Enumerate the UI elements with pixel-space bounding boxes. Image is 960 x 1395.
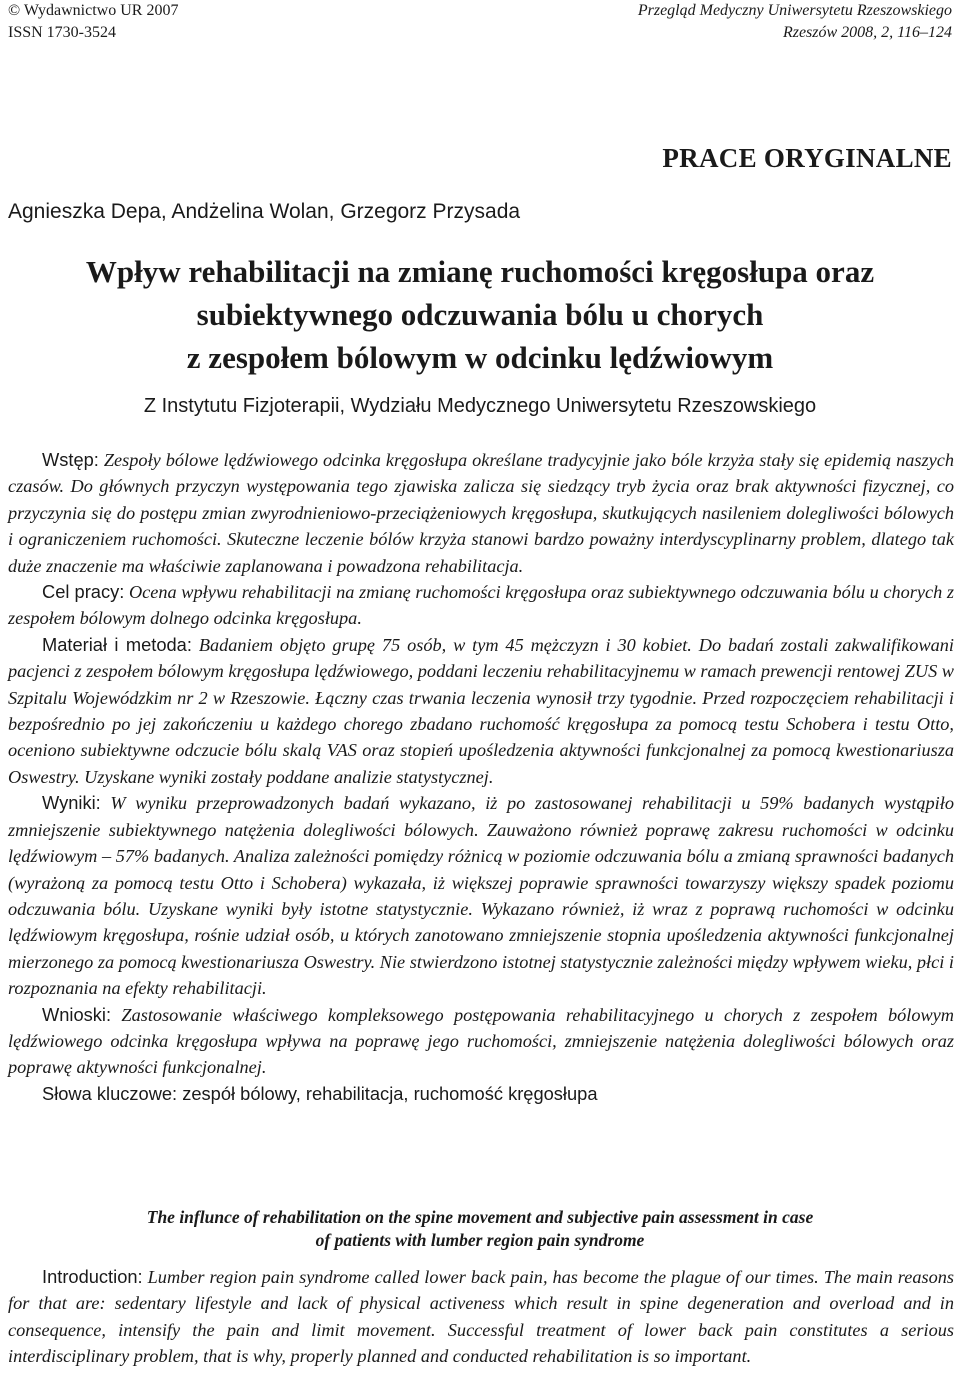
method-label: Materiał i metoda: — [42, 633, 192, 655]
english-title — [0, 1206, 960, 1252]
english-title-line: of patients with lumber region pain syndrome — [315, 1230, 645, 1250]
english-intro-label: Introduction: — [42, 1266, 143, 1287]
journal-name: Przegląd Medyczny Uniwersytetu Rzeszowskiego — [637, 2, 952, 19]
results-label: Wyniki: — [42, 792, 101, 814]
keywords-text: zespół bólowy, rehabilitacja, ruchomość kręgosłupa — [182, 1082, 598, 1104]
section-label: PRACE ORYGINALNE — [662, 143, 952, 173]
title-line: subiektywnego odczuwania bólu u chorych — [196, 297, 764, 332]
abstract-aim — [8, 579, 954, 632]
publisher-line: © Wydawnictwo UR 2007 — [8, 2, 179, 19]
abstract-intro — [8, 447, 954, 579]
publication-info — [8, 0, 178, 44]
results-text: W wyniku przeprowadzonych badań wykazano, iż po zastosowanej rehabilitacji u 59% badanych wystąpiło zmniejszenie subiektywnego natężenia dolegliwości bólowych. Zauważono również poprawę zakresu ruchomości w odcinku lędźwiowym – 57% badanych. Analiza zależności pomiędzy różnicą w poziomie odczuwania bólu a zmianą sprawności badanych (wyrażoną za pomocą testu Otto i Schobera) wykazała, iż większej poprawie sprawności towarzyszy większy spadek poziomu odczuwania bólu. Uzyskane wyniki były istotne statystycznie. Wykazano również, iż wraz z poprawą ruchomości w odcinku lędźwiowym kręgosłupa, rośnie udział osób, u których zanotowano zmniejszenie stopnia upośledzenia aktywności funkcjonalnej mierzonego za pomocą kwestionariusza Oswestry. Nie stwierdzono istotnej statystycznie zależności między wpływem wieku, płci i rozpoznania na efekty rehabilitacji. — [8, 793, 954, 999]
aim-label: Cel pracy: — [42, 581, 125, 603]
abstract-method — [8, 632, 954, 790]
issn-line: ISSN 1730-3524 — [8, 24, 117, 41]
intro-label: Wstęp: — [42, 449, 99, 470]
abstract-results — [8, 790, 954, 1001]
affiliation: Z Instytutu Fizjoterapii, Wydziału Medycznego Uniwersytetu Rzeszowskiego — [143, 395, 817, 417]
conclusions-text: Zastosowanie właściwego kompleksowego postępowania rehabilitacyjnego u chorych z zespołem bólowym lędźwiowego odcinka kręgosłupa wpływa na poprawę jego ruchomości, zmniejszenie natężenia dolegliwości bólowych oraz poprawę aktywności funkcjonalnej. — [8, 1004, 954, 1078]
article-title — [0, 250, 960, 379]
aim-text: Ocena wpływu rehabilitacji na zmianę ruchomości kręgosłupa oraz subiektywnego odczuwania bólu u chorych z zespołem bólowym dolnego odcinka kręgosłupa. — [8, 582, 954, 629]
intro-text: Zespoły bólowe lędźwiowego odcinka kręgosłupa określane tradycyjnie jako bóle krzyża stały się epidemią naszych czasów. Do głównych przyczyn występowania tego zjawiska zalicza się siedzący tryb życia oraz brak aktywności fizycznej, co przyczynia się do postępu zmian zwyrodnieniowo-przeciążeniowych kręgosłupa, skutkujących nasileniem dolegliwości bólowych i ograniczeniem ruchomości. Skuteczne leczenie bólów krzyża stanowi bardzo poważny interdyscyplinarny problem, dlatego tak duże znaczenie ma właściwie zaplanowana i powadzona rehabilitacja. — [8, 450, 954, 576]
issue-line: Rzeszów 2008, 2, 116–124 — [782, 24, 952, 41]
authors: Agnieszka Depa, Andżelina Wolan, Grzegorz Przysada — [8, 200, 521, 223]
abstract-conclusions — [8, 1002, 954, 1081]
english-intro-text: Lumber region pain syndrome called lower back pain, has become the plague of our times. The main reasons for that are: sedentary lifestyle and lack of physical activeness which result in spine degeneration and overload and in consequence, intensify the pain and limit movement. Successful treatment of lower back pain constitutes a serious interdisciplinary problem, that is why, properly planned and conducted rehabilitation is so important. — [8, 1267, 954, 1367]
journal-info — [638, 0, 952, 44]
abstract-english — [8, 1264, 954, 1370]
method-text: Badaniem objęto grupę 75 osób, w tym 45 mężczyzn i 30 kobiet. Do badań zostali zakwalifikowani pacjenci z zespołem bólowym kręgosłupa lędźwiowego, poddani leczeniu rehabilitacyjnemu w ramach prewencji rentowej ZUS w Szpitalu Wojewódzkim nr 2 w Rzeszowie. Łączny czas trwania leczenia wynosił trzy tygodnie. Przed rozpoczęciem rehabilitacji i bezpośrednio po jej zakończeniu u każdego chorego zbadano ruchomość kręgosłupa za pomocą testu Schobera i testu Otto, oceniono subiektywne odczucie bólu skalą VAS oraz stopień upośledzenia aktywności funkcjonalnej za pomocą kwestionariusza Oswestry. Uzyskane wyniki zostały poddane analizie statystycznej. — [8, 634, 955, 787]
english-title-line: The influnce of rehabilitation on the spine movement and subjective pain assessment in case — [146, 1207, 814, 1227]
abstract-polish — [8, 447, 954, 1107]
keywords — [8, 1081, 954, 1107]
title-line: Wpływ rehabilitacji na zmianę ruchomości kręgosłupa oraz — [85, 254, 875, 289]
title-line: z zespołem bólowym w odcinku lędźwiowym — [186, 340, 774, 375]
english-introduction — [8, 1264, 954, 1370]
keywords-label: Słowa kluczowe: — [42, 1082, 178, 1104]
conclusions-label: Wnioski: — [42, 1003, 112, 1025]
